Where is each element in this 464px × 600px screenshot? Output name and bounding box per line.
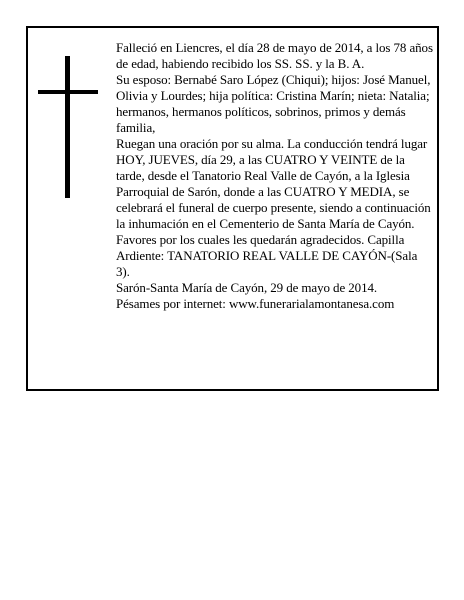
cross-vertical-bar bbox=[65, 56, 70, 198]
death-announcement: Falleció en Liencres, el día 28 de mayo de 2014, a los 78 años de edad, habiendo recibido los SS. SS. y la B. A. bbox=[116, 40, 433, 71]
notice-text bbox=[116, 40, 434, 312]
cross-horizontal-bar bbox=[38, 90, 98, 94]
obituary-notice bbox=[26, 26, 439, 391]
place-and-date: Sarón-Santa María de Cayón, 29 de mayo de 2014. bbox=[116, 280, 378, 295]
funeral-details: Ruegan una oración por su alma. La conducción tendrá lugar HOY, JUEVES, día 29, a las CUATRO Y VEINTE de la tarde, desde el Tanatorio Real Valle de Cayón, a la Iglesia Parroquial de Sarón, donde a las CUATRO Y MEDIA, se celebrará el funeral de cuerpo presente, siendo a continuación la inhumación en el Cementerio de Santa María de Cayón. Favores por los cuales les quedarán agradecidos. Capilla Ardiente: TANATORIO REAL VALLE DE CAYÓN-(Sala 3). bbox=[116, 136, 431, 279]
family-list: Su esposo: Bernabé Saro López (Chiqui); hijos: José Manuel, Olivia y Lourdes; hija política: Cristina Marín; nieta: Natalia; hermanos, hermanos políticos, sobrinos, primos y demás familia, bbox=[116, 72, 431, 135]
cross-icon bbox=[38, 56, 98, 198]
condolences-website: Pésames por internet: www.funerarialamontanesa.com bbox=[116, 296, 395, 311]
